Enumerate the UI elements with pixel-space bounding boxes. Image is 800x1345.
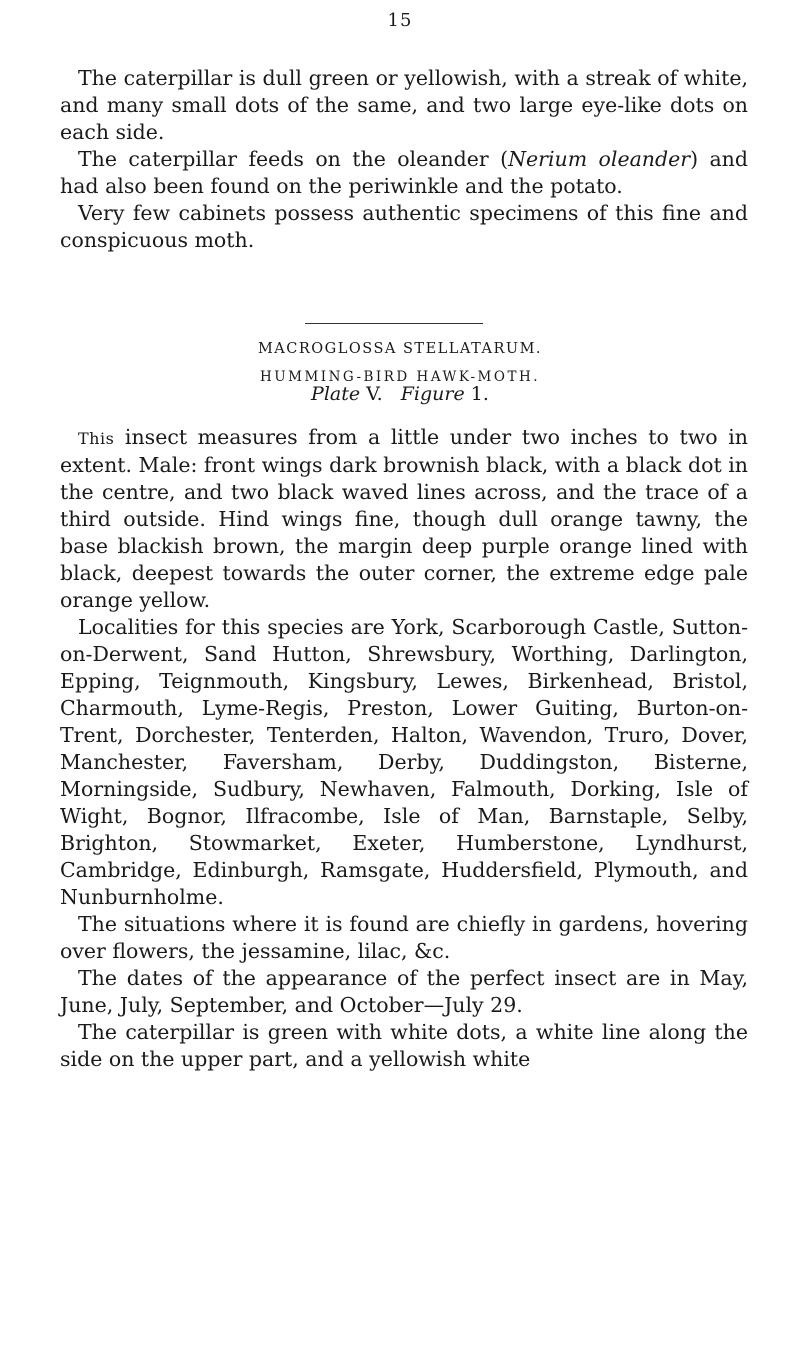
description-text: insect measures from a little under two inches to two in extent. Male: front wings dark brownish black, with a black dot in the centre, and two black waved lines across, and the trace of a third outside. Hind wings fine, though dull orange tawny, the base blackish brown, the margin deep purple orange lined with black, deepest towards the outer corner, the extreme edge pale orange yellow. xyxy=(60,425,748,612)
first-word-small-caps: This xyxy=(78,429,115,448)
plate-reference xyxy=(0,383,800,405)
intro-paragraph-2 xyxy=(60,146,748,200)
common-name-heading: HUMMING-BIRD HAWK-MOTH. xyxy=(259,369,541,385)
dates-paragraph: The dates of the appearance of the perfect insect are in May, June, July, September, and October—July 29. xyxy=(60,966,748,1017)
body-text xyxy=(60,424,748,1073)
latin-name-heading: MACROGLOSSA STELLATARUM. xyxy=(257,341,543,357)
figure-label: Figure xyxy=(400,383,465,405)
description-paragraph xyxy=(60,424,748,614)
species-italic: Nerium oleander xyxy=(508,147,691,171)
intro-p2-after: ) and had also been found on the periwinkle and the potato. xyxy=(60,147,749,198)
situations-paragraph: The situations where it is found are chiefly in gardens, hovering over flowers, the jessamine, lilac, &c. xyxy=(60,912,748,963)
intro-paragraph-1: The caterpillar is dull green or yellowish, with a streak of white, and many small dots of the same, and two large eye-like dots on each side. xyxy=(60,66,748,144)
intro-paragraph-3: Very few cabinets possess authentic specimens of this fine and conspicuous moth. xyxy=(60,201,748,252)
plate-number: V. xyxy=(366,383,383,405)
caterpillar-paragraph: The caterpillar is green with white dots, a white line along the side on the upper part, and a yellowish white xyxy=(60,1020,748,1071)
intro-p2-before: The caterpillar feeds on the oleander ( xyxy=(78,147,509,171)
plate-label: Plate xyxy=(311,383,361,405)
localities-paragraph: Localities for this species are York, Scarborough Castle, Sutton-on-Derwent, Sand Hutton, Shrewsbury, Worthing, Darlington, Epping, Teignmouth, Kingsbury, Lewes, Birkenhead, Bristol, Charmouth, Lyme-Regis, Preston, Lower Guiting, Burton-on-Trent, Dorchester, Tenterden, Halton, Wavendon, Truro, Dover, Manchester, Faversham, Derby, Duddingston, Bisterne, Morningside, Sudbury, Newhaven, Falmouth, Dorking, Isle of Wight, Bognor, Ilfracombe, Isle of Man, Barnstaple, Selby, Brighton, Stowmarket, Exeter, Humberstone, Lyndhurst, Cambridge, Edinburgh, Ramsgate, Huddersfield, Plymouth, and Nunburnholme. xyxy=(60,615,748,909)
section-divider xyxy=(305,323,483,324)
page-number: 15 xyxy=(387,10,413,31)
figure-number: 1. xyxy=(470,383,489,405)
intro-text xyxy=(60,65,748,254)
